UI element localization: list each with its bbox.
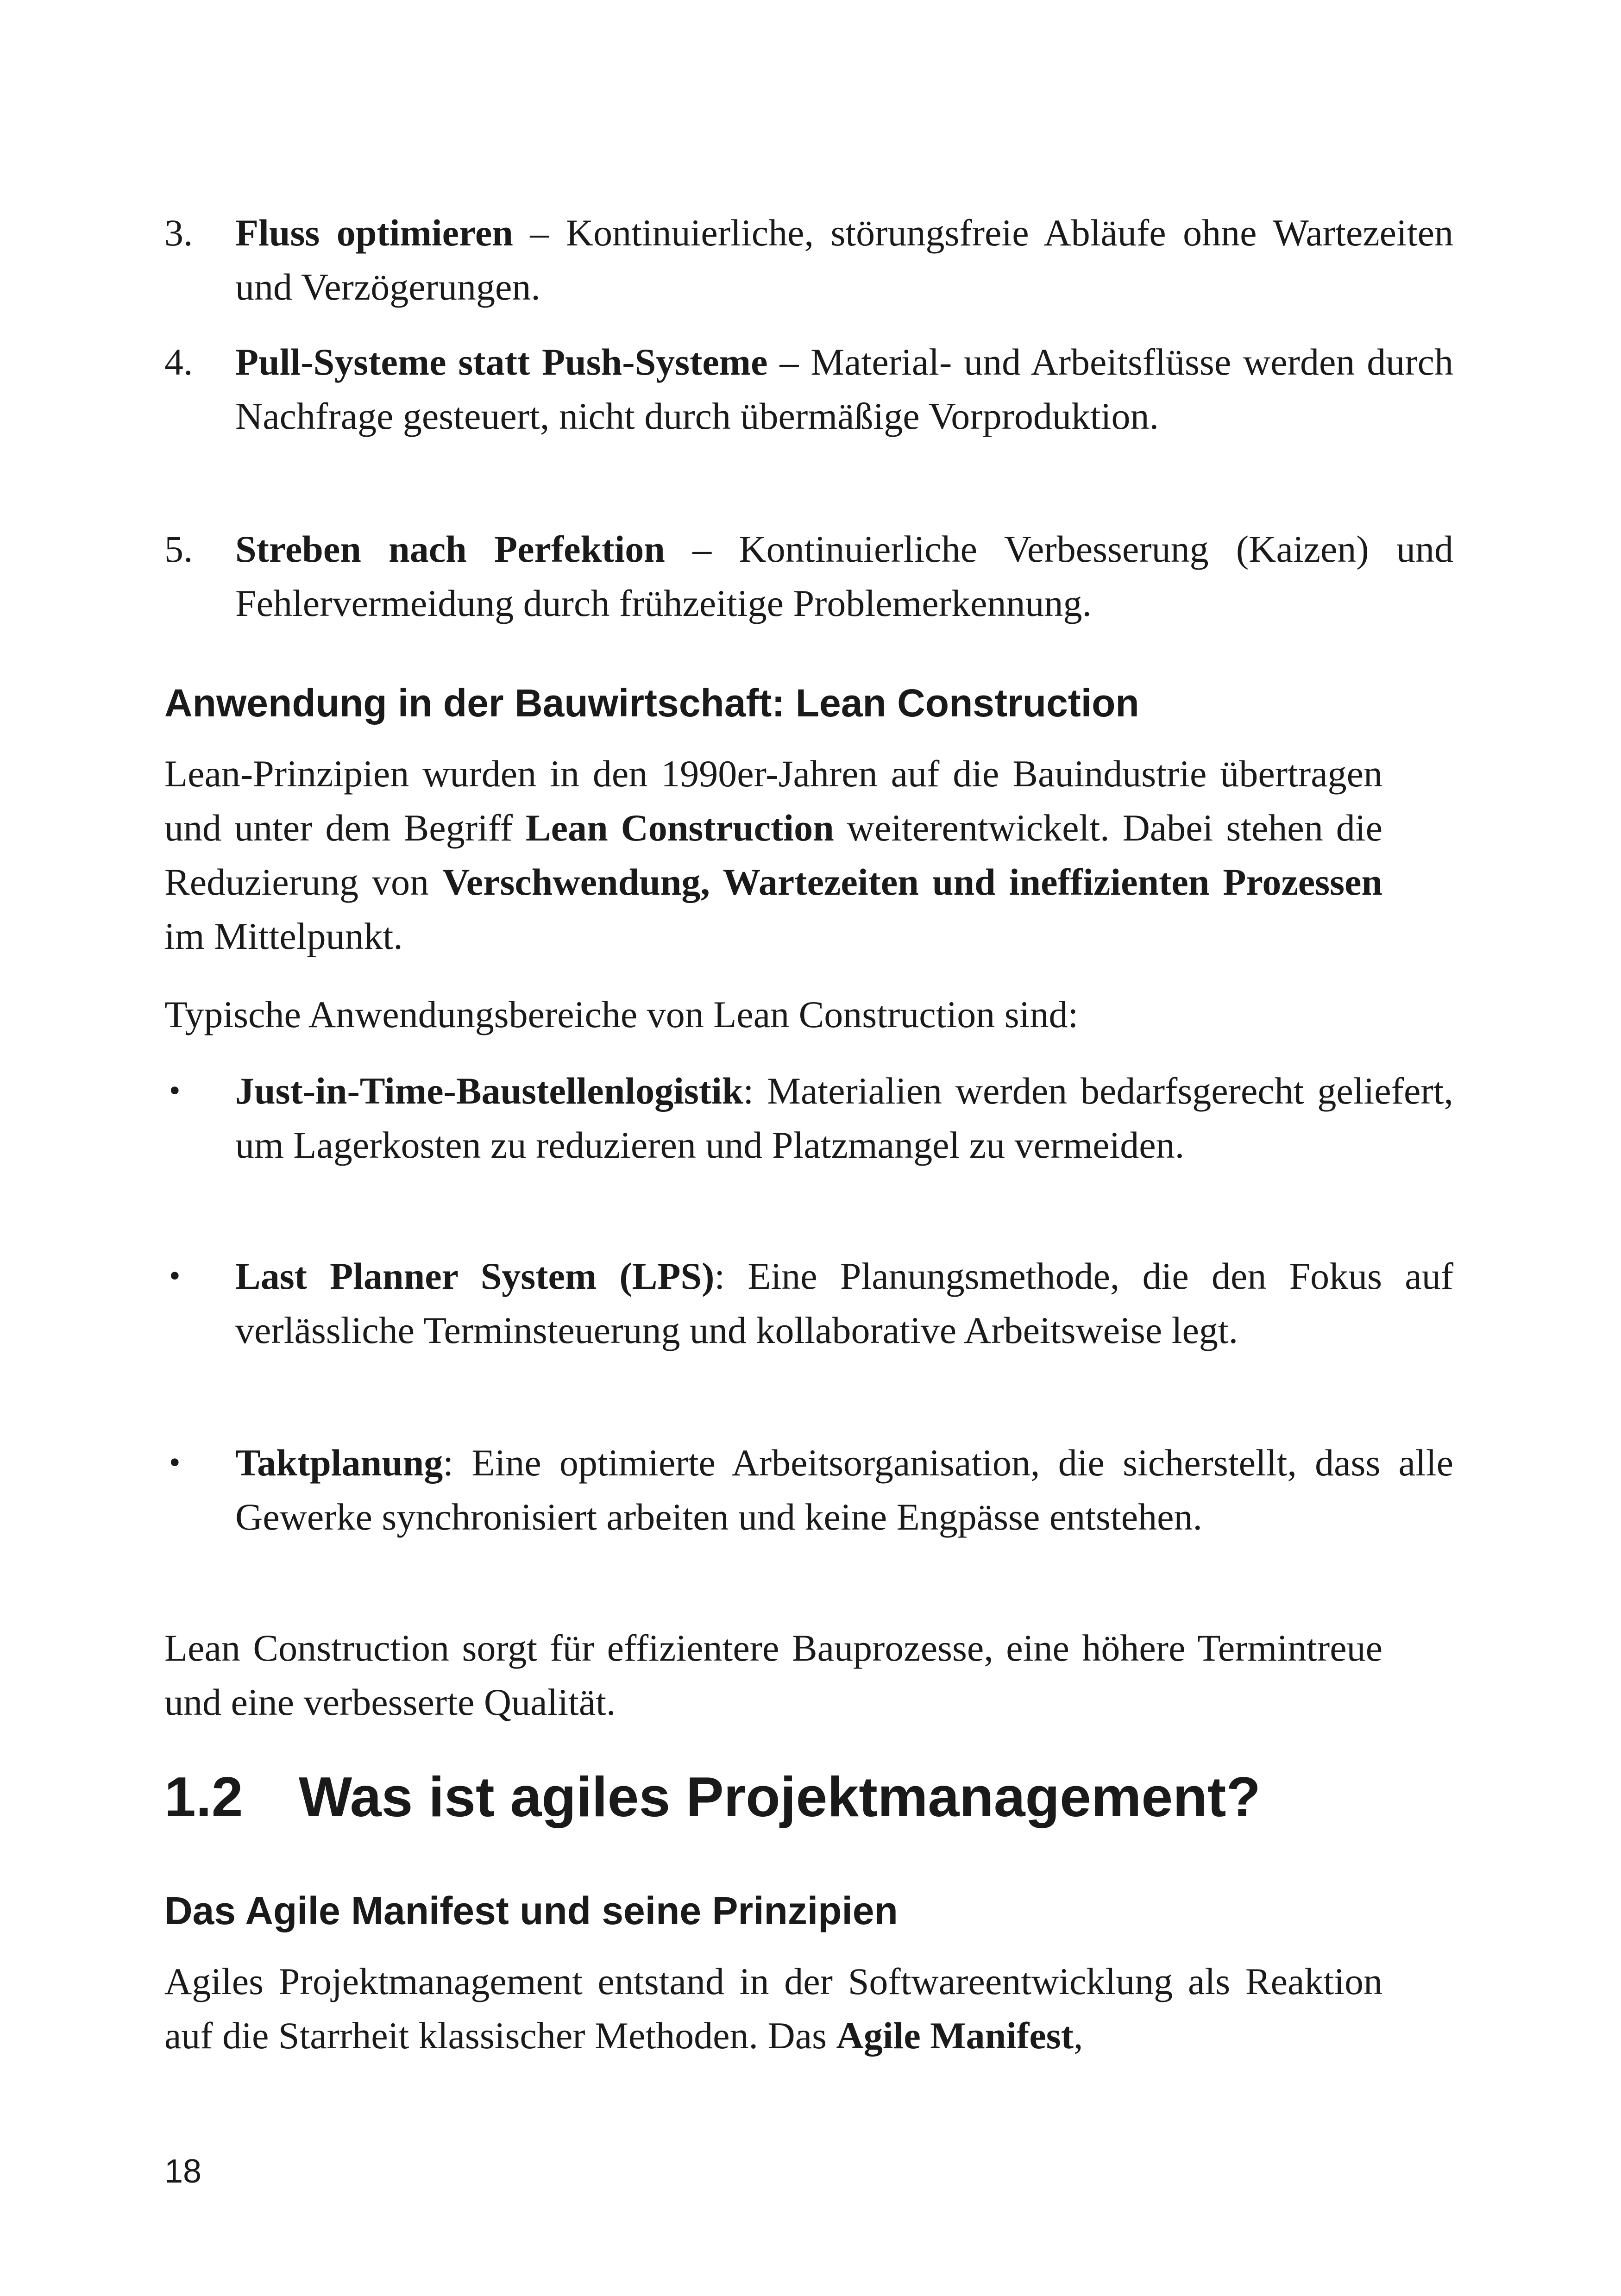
- item-number: 3.: [164, 212, 193, 254]
- paragraph-typical-areas: Typische Anwendungsbereiche von Lean Construction sind:: [164, 993, 1079, 1035]
- bullet-item: [164, 1436, 1453, 1544]
- item-term: Fluss optimieren: [235, 212, 513, 254]
- bullet-icon: •: [169, 1258, 181, 1294]
- bullet-text: : Materialien werden bedarfsgerecht geliefert, um Lagerkosten zu reduzieren und Platzmangel zu vermeiden.: [235, 1070, 1453, 1166]
- item-term: Pull-Systeme statt Push-Systeme: [235, 341, 768, 383]
- numbered-item-4: [164, 335, 1453, 443]
- bullet-text: : Eine Planungsmethode, die den Fokus auf verlässliche Terminsteuerung und kollaborative Arbeitsweise legt.: [235, 1255, 1453, 1351]
- bullet-text: : Eine optimierte Arbeitsorganisation, die sicherstellt, dass alle Gewerke synchronisiert arbeiten und keine Engpässe entstehen.: [235, 1442, 1453, 1538]
- bullet-term: Taktplanung: [235, 1442, 443, 1484]
- numbered-item-5: [164, 522, 1453, 630]
- text-run: Lean-Prinzipien wurden in den 1990er-Jahren auf die Bauindustrie übertragen und unter dem Begriff: [164, 753, 1382, 849]
- item-text: – Kontinuierliche Verbesserung (Kaizen) und Fehlervermeidung durch frühzeitige Problemerkennung.: [235, 528, 1453, 624]
- item-text: – Kontinuierliche, störungsfreie Abläufe ohne Wartezeiten und Verzögerungen.: [235, 212, 1454, 308]
- bold-text: Agile Manifest: [836, 2014, 1074, 2057]
- text-run: im Mittelpunkt.: [164, 915, 403, 957]
- bullet-item: [164, 1249, 1453, 1357]
- text-run: Agiles Projektmanagement entstand in der Softwareentwicklung als Reaktion auf die Starrheit klassischer Methoden. Das: [164, 1960, 1382, 2057]
- bold-text: Lean Construction: [525, 807, 834, 849]
- paragraph-result: Lean Construction sorgt für effizientere Bauprozesse, eine höhere Termintreue und eine verbesserte Qualität.: [164, 1627, 1382, 1723]
- bullet-term: Just-in-Time-Baustellenlogistik: [235, 1070, 743, 1112]
- bullet-icon: •: [169, 1445, 181, 1480]
- section-title: Was ist agiles Projektmanagement?: [299, 1765, 1261, 1828]
- text-run: ,: [1073, 2014, 1083, 2057]
- subheading-agile-manifest: Das Agile Manifest und seine Prinzipien: [164, 1889, 898, 1932]
- section-number: 1.2: [164, 1765, 243, 1828]
- section-heading: [164, 1762, 1261, 1832]
- item-term: Streben nach Perfektion: [235, 528, 665, 570]
- paragraph-agile: [164, 1954, 1382, 2063]
- text-run: weiterentwickelt. Dabei stehen die Reduzierung von: [164, 807, 1382, 903]
- item-number: 5.: [164, 528, 193, 570]
- bullet-icon: •: [169, 1073, 181, 1109]
- page-number: 18: [164, 2153, 202, 2190]
- bullet-term: Last Planner System (LPS): [235, 1255, 715, 1297]
- item-text: – Material- und Arbeitsflüsse werden durch Nachfrage gesteuert, nicht durch übermäßige Vorproduktion.: [235, 341, 1453, 437]
- bold-text: Verschwendung, Wartezeiten und ineffizienten Prozessen: [442, 861, 1382, 903]
- item-number: 4.: [164, 341, 193, 383]
- bullet-item: [164, 1064, 1453, 1172]
- subheading-lean-construction: Anwendung in der Bauwirtschaft: Lean Construction: [164, 681, 1139, 725]
- paragraph-lean: [164, 747, 1382, 963]
- numbered-item-3: [164, 206, 1453, 314]
